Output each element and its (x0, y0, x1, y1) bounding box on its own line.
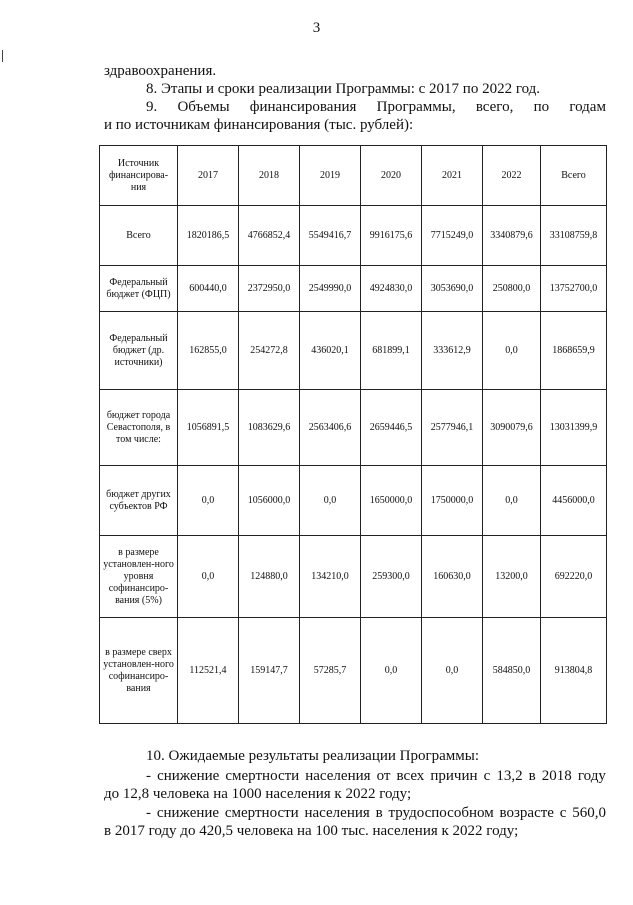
year-value-cell: 259300,0 (361, 536, 422, 618)
bullet-2-word: смертности (224, 805, 299, 821)
year-value-cell: 0,0 (361, 618, 422, 724)
table-row (100, 466, 607, 536)
bullet-1-word: причин (430, 768, 478, 784)
row-total-cell: 913804,8 (541, 618, 607, 724)
bullet-2-word: 560,0 (572, 805, 606, 821)
section-9-continuation: и по источникам финансирования (тыс. рублей): (104, 117, 414, 133)
year-value-cell: 5549416,7 (300, 206, 361, 266)
table-header-row (100, 146, 607, 206)
year-value-cell: 1820186,5 (178, 206, 239, 266)
bullet-1-word: с (483, 768, 491, 784)
year-value-cell: 436020,1 (300, 312, 361, 390)
header-year: 2022 (483, 146, 541, 206)
table-row (100, 390, 607, 466)
section-9-word: по (533, 99, 550, 115)
bullet-1-word: 13,2 (496, 768, 523, 784)
section-10-heading: 10. Ожидаемые результаты реализации Программы: (146, 748, 480, 764)
year-value-cell: 4924830,0 (361, 266, 422, 312)
year-value-cell: 2659446,5 (361, 390, 422, 466)
year-value-cell: 9916175,6 (361, 206, 422, 266)
year-value-cell: 0,0 (178, 466, 239, 536)
year-value-cell: 13200,0 (483, 536, 541, 618)
bullet-1-first-line (146, 767, 606, 785)
year-value-cell: 584850,0 (483, 618, 541, 724)
row-total-cell: 692220,0 (541, 536, 607, 618)
year-value-cell: 134210,0 (300, 536, 361, 618)
row-total-cell: 4456000,0 (541, 466, 607, 536)
bullet-1-word: всех (396, 768, 425, 784)
bullet-2-word: трудоспособном (388, 805, 494, 821)
section-9-word: всего, (475, 99, 514, 115)
year-value-cell: 333612,9 (422, 312, 483, 390)
year-value-cell: 2577946,1 (422, 390, 483, 466)
year-value-cell: 160630,0 (422, 536, 483, 618)
section-9-word: Объемы (177, 99, 230, 115)
table-row (100, 312, 607, 390)
section-9-word: финансирования (249, 99, 357, 115)
bullet-2-word: снижение (156, 805, 220, 821)
header-source: Источник финансирова-ния (100, 146, 178, 206)
header-year: 2017 (178, 146, 239, 206)
bullet-1-second-line: до 12,8 человека на 1000 населения к 2022 году; (104, 786, 412, 802)
table-row (100, 266, 607, 312)
funding-table (99, 145, 607, 724)
bullet-2-second-line: в 2017 году до 420,5 человека на 100 тыс. населения к 2022 году; (104, 823, 519, 839)
bullet-1-word: от (376, 768, 391, 784)
year-value-cell: 0,0 (483, 466, 541, 536)
year-value-cell: 0,0 (178, 536, 239, 618)
year-value-cell: 3340879,6 (483, 206, 541, 266)
section-9-word: Программы, (376, 99, 456, 115)
section-8-heading: 8. Этапы и сроки реализации Программы: с 2017 по 2022 год. (146, 81, 541, 97)
row-total-cell: 33108759,8 (541, 206, 607, 266)
bullet-2-word: - (146, 805, 151, 821)
year-value-cell: 159147,7 (239, 618, 300, 724)
section-9-word: 9. (146, 99, 158, 115)
year-value-cell: 3053690,0 (422, 266, 483, 312)
year-value-cell: 0,0 (300, 466, 361, 536)
year-value-cell: 1650000,0 (361, 466, 422, 536)
bullet-1-word: в (528, 768, 536, 784)
year-value-cell: 2563406,6 (300, 390, 361, 466)
year-value-cell: 162855,0 (178, 312, 239, 390)
bullet-2-word: с (559, 805, 567, 821)
year-value-cell: 250800,0 (483, 266, 541, 312)
bullet-1-word: - (146, 768, 151, 784)
row-source-cell: в размере установлен-ного уровня софинансиро-вания (5%) (100, 536, 178, 618)
table-row (100, 206, 607, 266)
header-year: 2018 (239, 146, 300, 206)
row-total-cell: 1868659,9 (541, 312, 607, 390)
section-9-heading (146, 98, 606, 116)
bullet-1-word: смертности (225, 768, 300, 784)
year-value-cell: 2372950,0 (239, 266, 300, 312)
year-value-cell: 1750000,0 (422, 466, 483, 536)
year-value-cell: 1056000,0 (239, 466, 300, 536)
row-source-cell: бюджет других субъектов РФ (100, 466, 178, 536)
text-line: здравоохранения. (104, 63, 217, 79)
year-value-cell: 1056891,5 (178, 390, 239, 466)
table-row (100, 618, 607, 724)
year-value-cell: 57285,7 (300, 618, 361, 724)
table-row (100, 536, 607, 618)
bullet-1-word: 2018 (541, 768, 572, 784)
year-value-cell: 4766852,4 (239, 206, 300, 266)
header-total: Всего (541, 146, 607, 206)
bullet-2-word: в (375, 805, 383, 821)
header-year: 2019 (300, 146, 361, 206)
row-total-cell: 13031399,9 (541, 390, 607, 466)
row-source-cell: бюджет города Севастополя, в том числе: (100, 390, 178, 466)
row-source-cell: в размере сверх установлен-ного софинансиро-вания (100, 618, 178, 724)
year-value-cell: 681899,1 (361, 312, 422, 390)
year-value-cell: 1083629,6 (239, 390, 300, 466)
row-source-cell: Федеральный бюджет (ФЦП) (100, 266, 178, 312)
bullet-2-word: населения (304, 805, 370, 821)
page-number: 3 (312, 20, 321, 36)
row-source-cell: Всего (100, 206, 178, 266)
header-year: 2020 (361, 146, 422, 206)
row-total-cell: 13752700,0 (541, 266, 607, 312)
header-year: 2021 (422, 146, 483, 206)
bullet-1-word: населения (305, 768, 371, 784)
section-9-word: годам (569, 99, 606, 115)
year-value-cell: 7715249,0 (422, 206, 483, 266)
scan-edge-mark (2, 50, 3, 62)
year-value-cell: 124880,0 (239, 536, 300, 618)
bullet-2-word: возрасте (499, 805, 554, 821)
year-value-cell: 600440,0 (178, 266, 239, 312)
year-value-cell: 0,0 (483, 312, 541, 390)
bullet-1-word: году (577, 768, 606, 784)
bullet-2-first-line (146, 804, 606, 822)
year-value-cell: 3090079,6 (483, 390, 541, 466)
year-value-cell: 0,0 (422, 618, 483, 724)
year-value-cell: 254272,8 (239, 312, 300, 390)
year-value-cell: 112521,4 (178, 618, 239, 724)
row-source-cell: Федеральный бюджет (др. источники) (100, 312, 178, 390)
year-value-cell: 2549990,0 (300, 266, 361, 312)
bullet-1-word: снижение (157, 768, 220, 784)
